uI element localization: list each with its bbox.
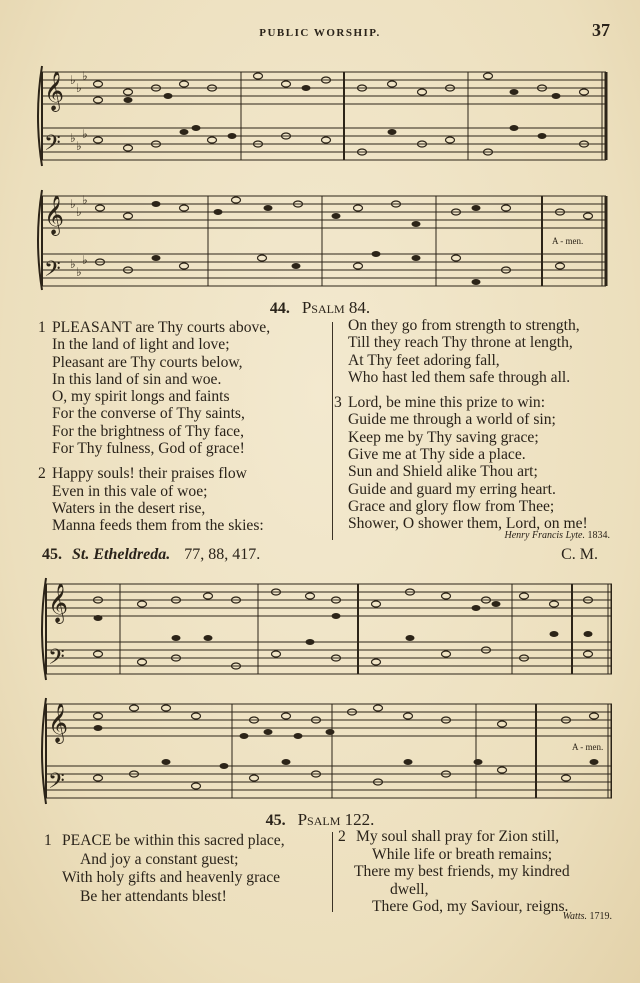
hymn-45-author: Watts. 1719. (562, 911, 612, 922)
svg-text:♭: ♭ (76, 81, 82, 95)
svg-text:𝄢: 𝄢 (48, 645, 65, 675)
music-system-1 (36, 62, 612, 174)
verse-line: For the converse of Thy saints, (52, 405, 245, 423)
music-system-2 (36, 188, 612, 298)
verse-line: At Thy feet adoring fall, (348, 351, 500, 369)
music-system-3 (36, 574, 612, 686)
svg-text:𝄞: 𝄞 (48, 583, 69, 623)
hymn-45-number: 45. (42, 546, 62, 563)
hymn-45-left-column (44, 832, 285, 906)
music-score-image (36, 692, 612, 810)
svg-text:𝄢: 𝄢 (44, 257, 61, 287)
verse-line: Who hast led them safe through all. (348, 368, 571, 386)
verse-line: For the brightness of Thy face, (52, 422, 244, 440)
svg-text:♭: ♭ (82, 193, 88, 207)
verse-line: While life or breath remains; (372, 845, 553, 863)
verse-line: 1 PEACE be within this sacred place, (44, 832, 285, 849)
verse-line: Even in this vale of woe; (52, 482, 208, 500)
tune-references: 77, 88, 417. (184, 546, 261, 563)
verse-line: Guide me through a world of sin; (348, 411, 556, 429)
hymn-45-tune-line (42, 546, 602, 564)
verse-line: Waters in the desert rise, (52, 499, 206, 517)
verse-line: dwell, (390, 880, 429, 898)
verse-line: 3 Lord, be mine this prize to win: (334, 394, 546, 412)
verse-line: Be her attendants blest! (80, 887, 227, 905)
verse-line: 2 Happy souls! their praises flow (38, 465, 247, 483)
meter: C. M. (561, 546, 598, 563)
svg-text:♭: ♭ (82, 253, 88, 267)
verse-line: Till they reach Thy throne at length, (348, 334, 573, 352)
hymn-45-psalm: Psalm 122. (297, 810, 375, 829)
verse-line: 1 PLEASANT are Thy courts above, (38, 319, 271, 336)
verse-line: With holy gifts and heavenly grace (62, 869, 281, 886)
verse-line: On they go from strength to strength, (348, 317, 580, 334)
svg-text:𝄢: 𝄢 (48, 769, 65, 799)
verse-line: Give me at Thy side a place. (348, 446, 526, 464)
verse-line: 2 My soul shall pray for Zion still, (338, 828, 560, 845)
page-number: 37 (592, 20, 610, 40)
svg-text:♭: ♭ (76, 139, 82, 153)
music-score-image (36, 574, 612, 686)
music-score-image (36, 188, 612, 298)
amen-label: A - men. (572, 742, 604, 752)
verse-line: And joy a constant guest; (80, 850, 239, 868)
column-divider (332, 322, 333, 540)
hymn-44-left-column (38, 319, 270, 535)
running-head: PUBLIC WORSHIP. (259, 27, 381, 39)
hymn-45-heading (0, 810, 640, 830)
hymn-44-author: Henry Francis Lyte. 1834. (504, 530, 610, 541)
verse-line: In this land of sin and woe. (52, 370, 222, 388)
verse-line: Manna feeds them from the skies: (52, 517, 264, 535)
hymn-44-number: 44. (269, 300, 290, 317)
verse-line: There God, my Saviour, reigns. (372, 898, 569, 915)
verse-line: For Thy fulness, God of grace! (52, 440, 245, 458)
verse-line: Shower, O shower them, Lord, on me! (348, 515, 588, 533)
svg-text:♭: ♭ (76, 265, 82, 279)
svg-text:♭: ♭ (76, 205, 82, 219)
verse-line: Keep me by Thy saving grace; (348, 428, 539, 446)
verse-line: In the land of light and love; (52, 336, 230, 354)
svg-text:𝄞: 𝄞 (44, 195, 65, 235)
verse-line: O, my spirit longs and faints (52, 388, 230, 406)
svg-text:♭: ♭ (82, 69, 88, 83)
verse-line: Grace and glory flow from Thee; (348, 497, 555, 515)
column-divider (332, 832, 333, 912)
svg-text:♭: ♭ (70, 73, 76, 87)
music-system-4 (36, 692, 612, 810)
svg-text:𝄞: 𝄞 (48, 703, 69, 743)
verse-line: Sun and Shield alike Thou art; (348, 463, 538, 481)
amen-label: A - men. (552, 236, 584, 246)
tune-name: St. Etheldreda. (72, 546, 171, 563)
svg-text:𝄢: 𝄢 (44, 131, 61, 161)
hymn-44-psalm: Psalm 84. (301, 298, 371, 317)
hymn-45-heading-number: 45. (265, 812, 286, 829)
hymn-44-heading (0, 298, 640, 318)
svg-text:♭: ♭ (82, 127, 88, 141)
verse-line: Pleasant are Thy courts below, (52, 353, 243, 371)
verse-line: There my best friends, my kindred (354, 863, 570, 880)
svg-text:𝄞: 𝄞 (44, 71, 65, 111)
hymn-45-right-column (338, 828, 570, 916)
svg-text:♭: ♭ (70, 197, 76, 211)
svg-text:♭: ♭ (70, 257, 76, 271)
verse-line: Guide and guard my erring heart. (348, 480, 556, 498)
svg-text:♭: ♭ (70, 131, 76, 145)
hymn-44-right-column (334, 317, 588, 533)
music-score-image (36, 62, 612, 174)
